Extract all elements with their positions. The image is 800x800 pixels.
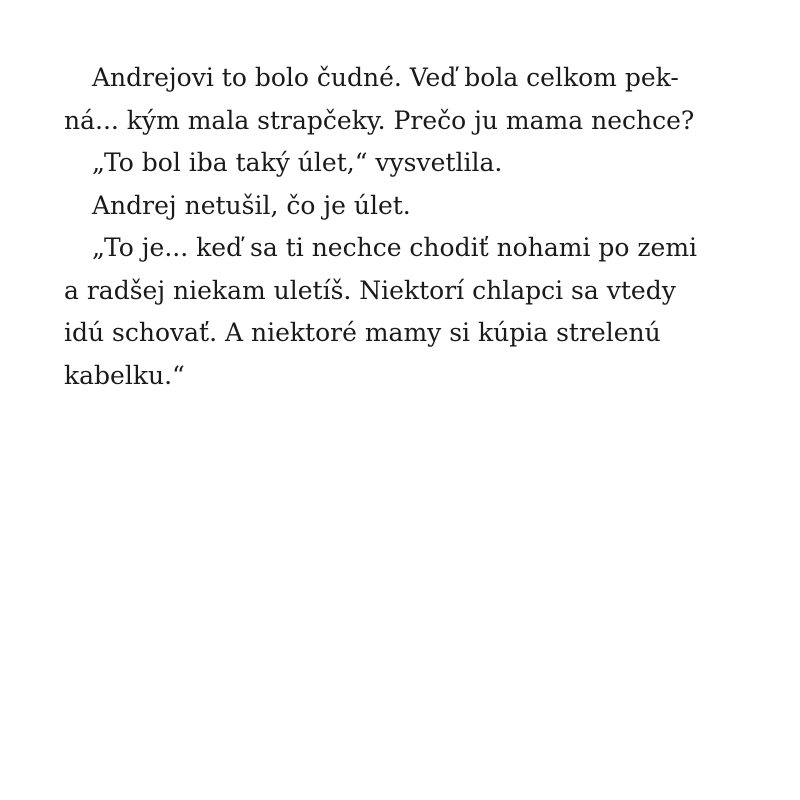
text-line-2: ná... kým mala strapčeky. Prečo ju mama nechce? [64,105,695,135]
text-line-4: Andrej netušil, čo je úlet. [92,190,411,220]
text-line-8: kabelku.“ [64,360,185,390]
text-line-6: a radšej niekam uletíš. Niektorí chlapci sa vtedy [64,275,676,305]
text-line-7: idú schovať. A niektoré mamy si kúpia strelenú [64,318,661,347]
text-line-5: „To je... keď sa ti nechce chodiť nohami po zemi [92,233,698,262]
text-line-1: Andrejovi to bolo čudné. Veď bola celkom pek- [92,63,679,92]
text-line-3: „To bol iba taký úlet,“ vysvetlila. [92,148,503,177]
story-text [64,57,744,397]
